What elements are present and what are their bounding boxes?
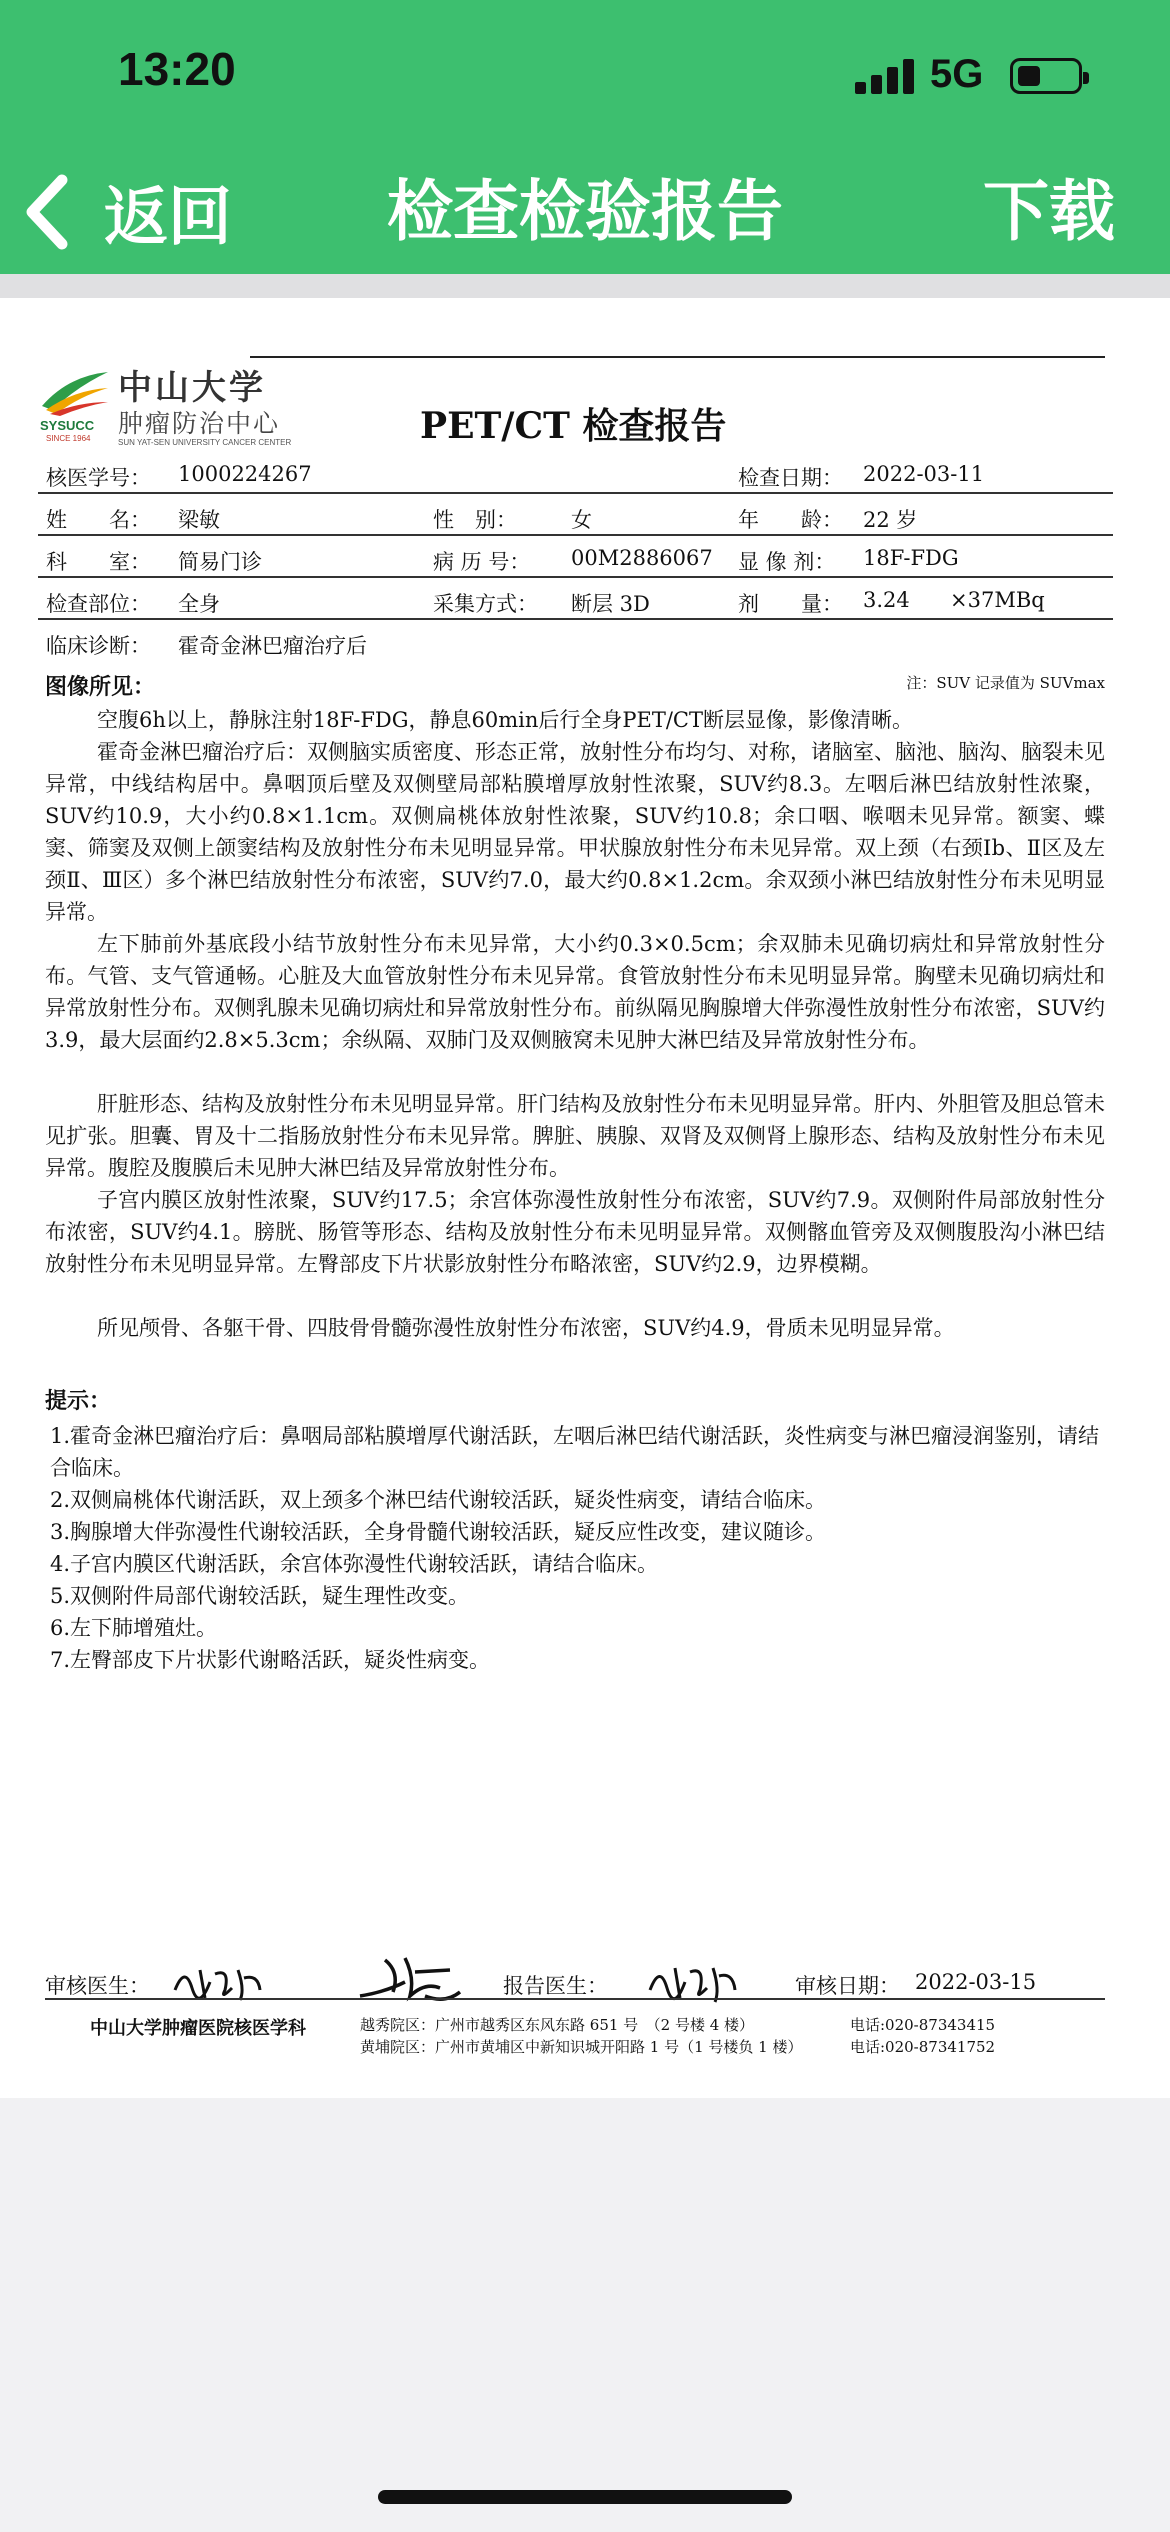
tips-list [50, 1420, 1110, 1676]
footer-info [45, 2010, 1105, 2070]
findings-paragraph: 子宫内膜区放射性浓聚，SUV约17.5；余宫体弥漫性放射性分布浓密，SUV约7.9。双侧附件局部放射性分布浓密，SUV约4.1。膀胱、肠管等形态、结构及放射性分布未见明显异常。双侧髂血管旁及双侧腹股沟小淋巴结放射性分布未见明显异常。左臀部皮下片状影放射性分布略浓密，SUV约2.9，边界模糊。 [45, 1188, 1105, 1276]
sex-label: 性 别： [433, 508, 517, 532]
hospital-logo [38, 360, 298, 450]
tip-item: 7.左臀部皮下片状影代谢略活跃，疑炎性病变。 [50, 1648, 491, 1672]
logo-since: SINCE 1964 [46, 434, 91, 443]
findings-paragraph: 空腹6h以上，静脉注射18F-FDG，静息60min后行全身PET/CT断层显像，影像清晰。 [97, 708, 914, 732]
chevron-left-icon [22, 174, 72, 250]
tip-item: 5.双侧附件局部代谢较活跃，疑生理性改变。 [50, 1584, 470, 1608]
back-label: 返回 [104, 181, 232, 255]
status-bar [0, 0, 1170, 150]
reviewer-label: 审核医生： [45, 1974, 150, 1998]
tip-item: 2.双侧扁桃体代谢活跃，双上颈多个淋巴结代谢较活跃，疑炎性病变，请结合临床。 [50, 1488, 827, 1512]
report-title: PET/CT 检查报告 [420, 405, 727, 447]
record-value: 00M2886067 [571, 546, 713, 570]
status-time: 13:20 [118, 43, 236, 95]
phone-yuexiu: 电话:020-87343415 [850, 2016, 996, 2034]
signature-row [45, 1960, 1105, 2010]
suv-note: 注：SUV 记录值为 SUVmax [906, 674, 1105, 692]
record-label: 病 历 号： [433, 550, 531, 574]
site-label: 检查部位： [46, 592, 151, 616]
name-value: 梁敏 [178, 508, 220, 532]
dose-unit: ×37MBq [950, 588, 1045, 612]
diag-label: 临床诊断： [46, 634, 151, 658]
findings-heading: 图像所见： [45, 674, 156, 700]
logo-emblem-icon [38, 366, 110, 416]
dose-value: 3.24 [863, 588, 910, 612]
home-indicator[interactable] [378, 2490, 792, 2504]
header-rule [250, 356, 1105, 358]
tip-item: 4.子宫内膜区代谢活跃，余宫体弥漫性代谢较活跃，请结合临床。 [50, 1552, 659, 1576]
logo-cn-sub: 肿瘤防治中心 [118, 409, 281, 438]
tip-item: 6.左下肺增殖灶。 [50, 1616, 218, 1640]
name-label: 姓 名： [46, 508, 151, 532]
mode-label: 采集方式： [433, 592, 538, 616]
site-value: 全身 [178, 592, 220, 616]
review-date-label: 审核日期： [795, 1974, 900, 1998]
tips-heading: 提示： [45, 1388, 112, 1414]
agent-label: 显 像 剂： [738, 550, 836, 574]
divider [0, 274, 1170, 298]
phone-huangpu: 电话:020-87341752 [850, 2038, 996, 2056]
findings-paragraph: 肝脏形态、结构及放射性分布未见明显异常。肝门结构及放射性分布未见明显异常。肝内、外胆管及胆总管未见扩张。胆囊、胃及十二指肠放射性分布未见异常。脾脏、胰腺、双肾及双侧肾上腺形态、结构及放射性分布未见异常。腹腔及腹膜后未见肿大淋巴结及异常放射性分布。 [45, 1092, 1105, 1180]
tip-item: 1.霍奇金淋巴瘤治疗后：鼻咽局部粘膜增厚代谢活跃，左咽后淋巴结代谢活跃，炎性病变与淋巴瘤浸润鉴别，请结合临床。 [50, 1424, 1100, 1480]
findings-paragraph: 所见颅骨、各躯干骨、四肢骨骨髓弥漫性放射性分布浓密，SUV约4.9，骨质未见明显异常。 [97, 1316, 955, 1340]
logo-abbr: SYSUCC [40, 418, 95, 433]
reporter-label: 报告医生： [503, 1974, 608, 1998]
findings-paragraph: 霍奇金淋巴瘤治疗后：双侧脑实质密度、形态正常，放射性分布均匀、对称，诸脑室、脑池、脑沟、脑裂未见异常，中线结构居中。鼻咽顶后壁及双侧壁局部粘膜增厚放射性浓聚，SUV约8.3。左咽后淋巴结放射性浓聚，SUV约10.9，大小约0.8×1.1cm。双侧扁桃体放射性浓聚，SUV约10.8；余口咽、喉咽未见异常。额窦、蝶窦、筛窦及双侧上颌窦结构及放射性分布未见明显异常。甲状腺放射性分布未见异常。双上颈（右颈Ⅰb、Ⅱ区及左颈Ⅱ、Ⅲ区）多个淋巴结放射性分布浓密，SUV约7.0，最大约0.8×1.2cm。余双颈小淋巴结放射性分布未见明显异常。 [45, 740, 1105, 924]
tip-item: 3.胸腺增大伴弥漫性代谢较活跃，全身骨髓代谢较活跃，疑反应性改变，建议随诊。 [50, 1520, 827, 1544]
date-value: 2022-03-11 [863, 462, 985, 486]
id-label: 核医学号： [46, 466, 151, 490]
sex-value: 女 [571, 508, 592, 532]
dose-label: 剂 量： [738, 592, 843, 616]
report-document [0, 298, 1170, 2098]
footer-rule [45, 1998, 1105, 2000]
dept-name: 中山大学肿瘤医院核医学科 [90, 2018, 306, 2039]
back-button[interactable] [22, 150, 232, 274]
age-value: 22 岁 [863, 508, 918, 532]
age-label: 年 龄： [738, 508, 843, 532]
review-date-value: 2022-03-15 [915, 1970, 1037, 1994]
address-huangpu: 黄埔院区：广州市黄埔区中新知识城开阳路 1 号（1 号楼负 1 楼） [360, 2038, 803, 2056]
findings-paragraph: 左下肺前外基底段小结节放射性分布未见异常，大小约0.3×0.5cm；余双肺未见确切病灶和异常放射性分布。气管、支气管通畅。心脏及大血管放射性分布未见异常。食管放射性分布未见明显异常。胸壁未见确切病灶和异常放射性分布。双侧乳腺未见确切病灶和异常放射性分布。前纵隔见胸腺增大伴弥漫性放射性分布浓密，SUV约3.9，最大层面约2.8×5.3cm；余纵隔、双肺门及双侧腋窝未见肿大淋巴结及异常放射性分布。 [45, 932, 1105, 1052]
address-yuexiu: 越秀院区：广州市越秀区东风东路 651 号 （2 号楼 4 楼） [360, 2016, 755, 2034]
logo-en-name: SUN YAT-SEN UNIVERSITY CANCER CENTER [118, 438, 292, 447]
signal-icon [855, 58, 915, 94]
download-button[interactable]: 下载 [983, 173, 1115, 250]
diag-value: 霍奇金淋巴瘤治疗后 [178, 634, 367, 658]
logo-cn-name: 中山大学 [118, 368, 266, 408]
dept-label: 科 室： [46, 550, 151, 574]
network-type: 5G [930, 52, 984, 96]
page-title: 检查检验报告 [387, 173, 783, 250]
battery-icon [1010, 58, 1082, 94]
date-label: 检查日期： [738, 466, 843, 490]
nav-bar [0, 150, 1170, 274]
agent-value: 18F-FDG [863, 546, 959, 570]
id-value: 1000224267 [178, 462, 312, 486]
mode-value: 断层 3D [571, 592, 650, 616]
dept-value: 简易门诊 [178, 550, 262, 574]
